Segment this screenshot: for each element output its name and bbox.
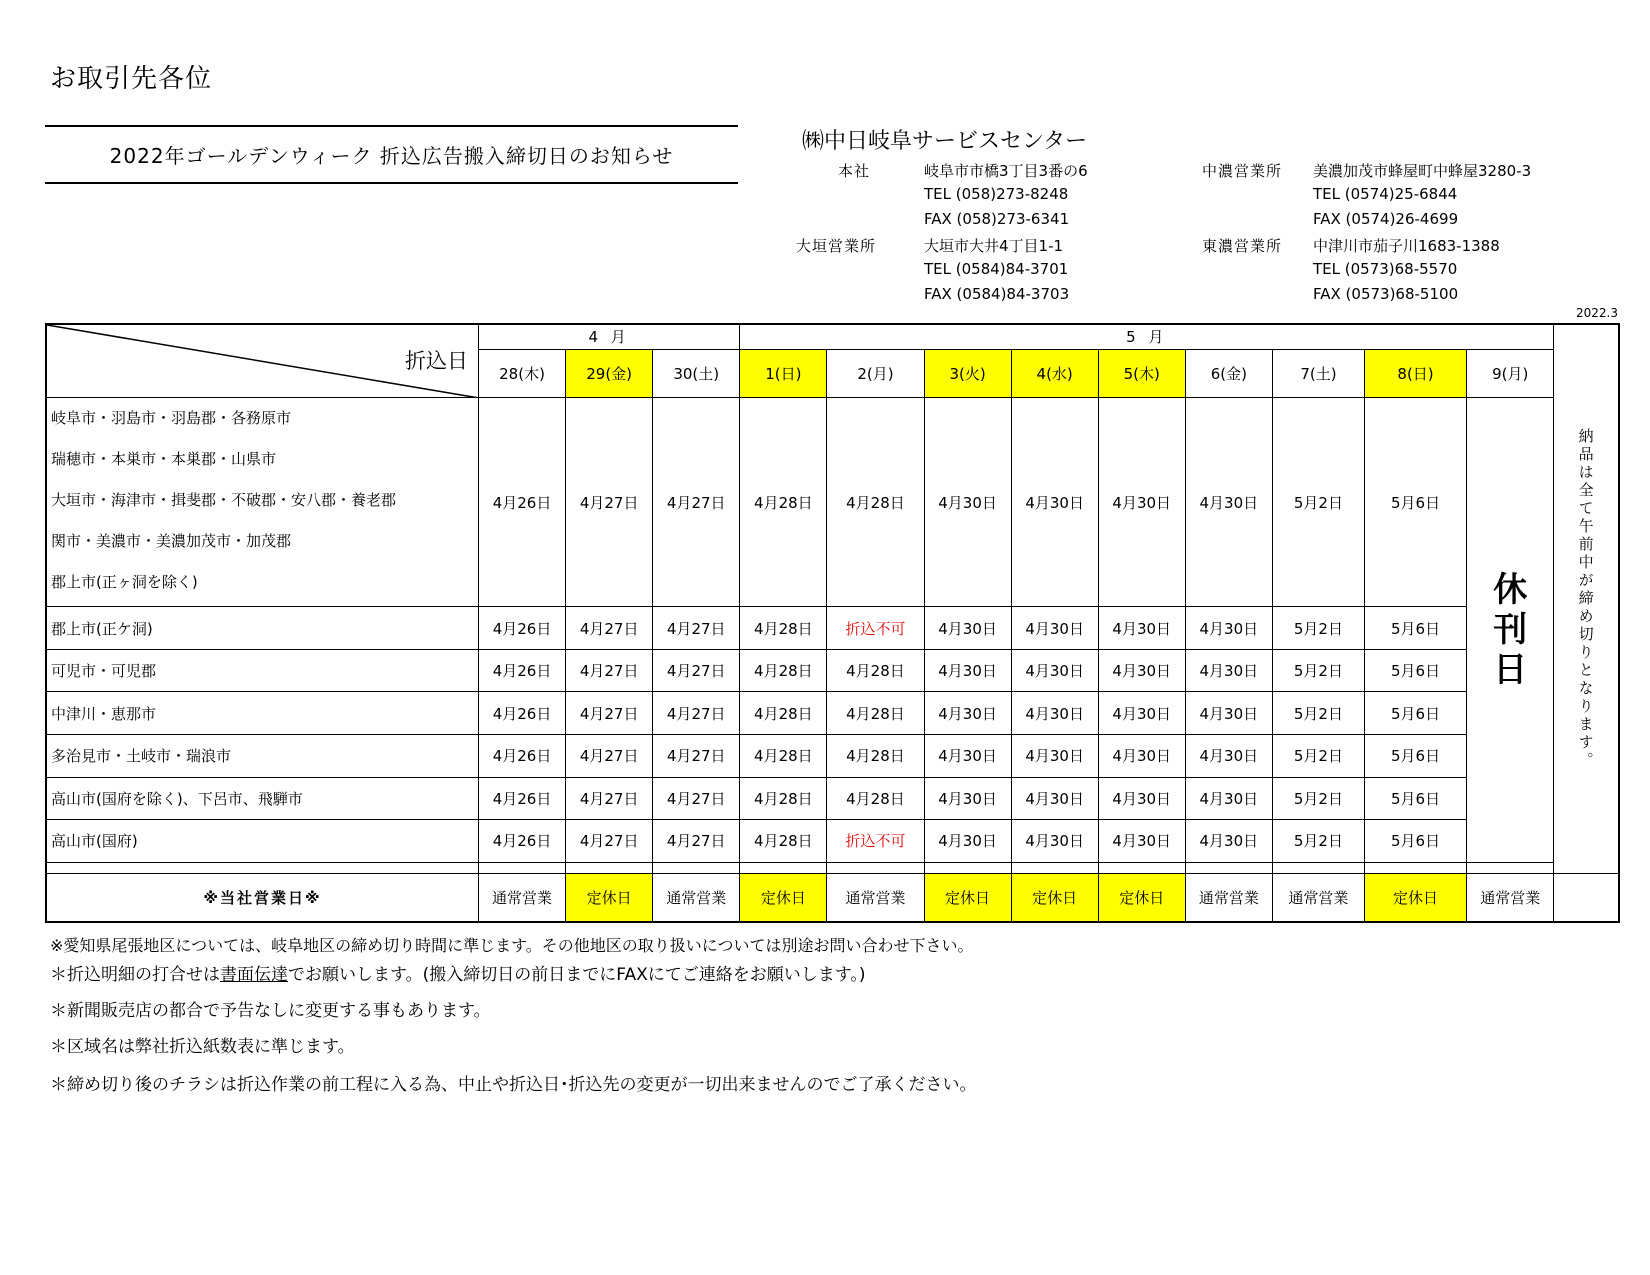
- office-fax: FAX (0584)84-3703: [924, 285, 1070, 303]
- region-label: 可児市・可児郡: [46, 649, 479, 692]
- business-status: 通常営業: [1467, 873, 1554, 922]
- business-status: 通常営業: [1272, 873, 1364, 922]
- deadline-cell: 4月28日: [827, 398, 924, 607]
- day-header-holiday: 4(水): [1011, 349, 1098, 398]
- deadline-cell: 5月2日: [1272, 734, 1364, 777]
- deadline-cell: 4月28日: [740, 734, 827, 777]
- no-issue-char: 刊: [1493, 610, 1528, 651]
- deadline-cell: 4月28日: [827, 734, 924, 777]
- business-status-closed: 定休日: [924, 873, 1011, 922]
- deadline-cell: 5月2日: [1272, 820, 1364, 863]
- office-name: 本社: [838, 162, 871, 180]
- note-text: でお願いします。(搬入締切日の前日までにFAXにてご連絡をお願いします。): [288, 965, 866, 985]
- table-row: [46, 820, 1619, 863]
- business-status-closed: 定休日: [566, 873, 653, 922]
- region-group: [46, 398, 479, 607]
- deadline-cell: 5月6日: [1364, 607, 1466, 650]
- deadline-cell: 4月30日: [1185, 607, 1272, 650]
- business-status: 通常営業: [653, 873, 740, 922]
- note-line: ＊締め切り後のチラシは折込作業の前工程に入る為、中止や折込日･折込先の変更が一切出来ませんのでご了承ください。: [50, 1075, 977, 1095]
- deadline-cell: 4月28日: [827, 777, 924, 820]
- day-header: 6(金): [1185, 349, 1272, 398]
- day-header-holiday: 8(日): [1364, 349, 1466, 398]
- deadline-cell: 4月26日: [479, 820, 566, 863]
- deadline-cell: 5月6日: [1364, 734, 1466, 777]
- deadline-cell: 4月27日: [653, 649, 740, 692]
- corner-header: [46, 324, 479, 398]
- region-label: 多治見市・土岐市・瑞浪市: [46, 734, 479, 777]
- day-header: 7(土): [1272, 349, 1364, 398]
- day-header: 28(木): [479, 349, 566, 398]
- deadline-cell: 4月27日: [566, 777, 653, 820]
- business-status: 通常営業: [827, 873, 924, 922]
- month-may: 5 月: [740, 324, 1554, 349]
- deadline-cell: 4月30日: [1011, 734, 1098, 777]
- day-header-holiday: 1(日): [740, 349, 827, 398]
- deadline-cell: 4月28日: [827, 692, 924, 735]
- table-row: [46, 692, 1619, 735]
- note-line: ＊新聞販売店の都合で予告なしに変更する事もあります。: [50, 1001, 491, 1021]
- table-row: [46, 398, 1619, 607]
- day-header-holiday: 29(金): [566, 349, 653, 398]
- no-issue-char: 日: [1493, 650, 1528, 691]
- deadline-cell: 4月28日: [740, 649, 827, 692]
- deadline-cell: 4月27日: [653, 777, 740, 820]
- note-underlined: 書面伝達: [220, 965, 288, 985]
- month-april: 4 月: [479, 324, 740, 349]
- deadline-cell: 4月30日: [1011, 607, 1098, 650]
- deadline-cell: 4月28日: [740, 777, 827, 820]
- deadline-cell: 4月30日: [1098, 649, 1185, 692]
- deadline-cell: 4月26日: [479, 649, 566, 692]
- business-day-row: [46, 873, 1619, 922]
- deadline-cell: 5月6日: [1364, 649, 1466, 692]
- not-available-cell: 折込不可: [827, 607, 924, 650]
- day-header: 30(土): [653, 349, 740, 398]
- deadline-cell: 4月30日: [1185, 692, 1272, 735]
- deadline-cell: 4月28日: [740, 607, 827, 650]
- deadline-cell: 4月27日: [653, 820, 740, 863]
- deadline-cell: 4月26日: [479, 607, 566, 650]
- deadline-cell: 4月30日: [1011, 777, 1098, 820]
- deadline-cell: 5月6日: [1364, 820, 1466, 863]
- office-address: 大垣市大井4丁目1-1: [924, 237, 1064, 255]
- deadline-cell: 4月27日: [566, 607, 653, 650]
- no-issue-char: 休: [1493, 570, 1528, 611]
- region-label: 大垣市・海津市・揖斐郡・不破郡・安八郡・養老郡: [51, 491, 397, 510]
- deadline-cell: 4月30日: [1011, 398, 1098, 607]
- deadline-cell: 4月30日: [1185, 649, 1272, 692]
- deadline-cell: 5月2日: [1272, 649, 1364, 692]
- side-note: 納品は全て午前中が締め切りとなります。: [1576, 427, 1595, 770]
- deadline-cell: 4月26日: [479, 692, 566, 735]
- deadline-cell: 5月2日: [1272, 692, 1364, 735]
- office-name: 大垣営業所: [796, 237, 877, 255]
- office-tel: TEL (0584)84-3701: [924, 260, 1069, 278]
- addressee: お取引先各位: [50, 64, 213, 94]
- deadline-cell: 4月30日: [1098, 820, 1185, 863]
- region-label: 郡上市(正ヶ洞を除く): [51, 573, 198, 592]
- deadline-cell: 4月27日: [566, 820, 653, 863]
- day-header: 9(月): [1467, 349, 1554, 398]
- day-header: 2(月): [827, 349, 924, 398]
- deadline-cell: 4月30日: [924, 398, 1011, 607]
- day-header-holiday: 5(木): [1098, 349, 1185, 398]
- deadline-cell: 4月27日: [653, 607, 740, 650]
- deadline-cell: 4月30日: [1011, 692, 1098, 735]
- no-issue-cell: [1467, 398, 1554, 862]
- office-name: 中濃営業所: [1202, 162, 1283, 180]
- deadline-cell: 5月2日: [1272, 398, 1364, 607]
- deadline-cell: 4月30日: [1185, 820, 1272, 863]
- deadline-cell: 4月27日: [566, 692, 653, 735]
- company-name: ㈱中日岐阜サービスセンター: [802, 129, 1088, 154]
- office-name: 東濃営業所: [1202, 237, 1283, 255]
- deadline-cell: 4月30日: [1098, 777, 1185, 820]
- deadline-cell: 4月30日: [1185, 398, 1272, 607]
- office-fax: FAX (058)273-6341: [924, 210, 1070, 228]
- deadline-cell: 5月6日: [1364, 398, 1466, 607]
- region-label: 中津川・恵那市: [46, 692, 479, 735]
- region-label: 郡上市(正ケ洞): [46, 607, 479, 650]
- deadline-cell: 4月30日: [1098, 398, 1185, 607]
- business-day-label: ※当社営業日※: [46, 873, 479, 922]
- corner-label: 折込日: [405, 349, 468, 373]
- deadline-cell: 4月30日: [1185, 777, 1272, 820]
- deadline-cell: 4月27日: [653, 692, 740, 735]
- note-line: ＊区域名は弊社折込紙数表に準じます。: [50, 1037, 355, 1057]
- day-header-holiday: 3(火): [924, 349, 1011, 398]
- deadline-cell: 4月30日: [924, 820, 1011, 863]
- business-status-closed: 定休日: [1011, 873, 1098, 922]
- business-status-closed: 定休日: [1364, 873, 1466, 922]
- office-fax: FAX (0573)68-5100: [1313, 285, 1459, 303]
- table-row: [46, 607, 1619, 650]
- business-status: 通常営業: [479, 873, 566, 922]
- deadline-cell: 4月27日: [566, 734, 653, 777]
- deadline-cell: 4月30日: [924, 649, 1011, 692]
- business-status: 通常営業: [1185, 873, 1272, 922]
- office-tel: TEL (0573)68-5570: [1313, 260, 1458, 278]
- deadline-table: [45, 323, 1620, 923]
- note-line: ※愛知県尾張地区については、岐阜地区の締め切り時間に準じます。その他地区の取り扱いについては別途お問い合わせ下さい。: [50, 936, 974, 955]
- office-address: 岐阜市市橋3丁目3番の6: [924, 162, 1088, 180]
- deadline-cell: 4月30日: [1185, 734, 1272, 777]
- deadline-cell: 4月30日: [924, 734, 1011, 777]
- office-tel: TEL (058)273-8248: [924, 185, 1069, 203]
- deadline-cell: 4月27日: [653, 734, 740, 777]
- deadline-cell: 4月28日: [740, 820, 827, 863]
- deadline-cell: 4月30日: [1098, 734, 1185, 777]
- deadline-cell: 5月6日: [1364, 777, 1466, 820]
- revision-date: 2022.3: [1576, 306, 1618, 320]
- deadline-cell: 4月27日: [566, 398, 653, 607]
- deadline-cell: 4月28日: [827, 649, 924, 692]
- office-tel: TEL (0574)25-6844: [1313, 185, 1458, 203]
- spacer-row: [46, 862, 1619, 873]
- deadline-cell: 4月27日: [566, 649, 653, 692]
- deadline-cell: 4月30日: [1011, 820, 1098, 863]
- deadline-cell: 5月6日: [1364, 692, 1466, 735]
- table-row: [46, 777, 1619, 820]
- deadline-cell: 4月30日: [1098, 692, 1185, 735]
- region-label: 関市・美濃市・美濃加茂市・加茂郡: [51, 532, 292, 551]
- side-note-cell: [1554, 324, 1619, 873]
- region-label: 岐阜市・羽島市・羽島郡・各務原市: [51, 409, 292, 428]
- note-text: ＊折込明細の打合せは: [50, 965, 220, 985]
- office-fax: FAX (0574)26-4699: [1313, 210, 1459, 228]
- deadline-cell: 4月28日: [740, 692, 827, 735]
- notice-title: 2022年ゴールデンウィーク 折込広告搬入締切日のお知らせ: [45, 125, 738, 184]
- deadline-cell: 4月30日: [924, 777, 1011, 820]
- region-label: 瑞穂市・本巣市・本巣郡・山県市: [51, 450, 277, 469]
- note-line: [50, 960, 866, 985]
- region-label: 高山市(国府): [46, 820, 479, 863]
- deadline-cell: 5月2日: [1272, 777, 1364, 820]
- office-address: 美濃加茂市蜂屋町中蜂屋3280-3: [1313, 162, 1532, 180]
- region-label: 高山市(国府を除く)、下呂市、飛騨市: [46, 777, 479, 820]
- business-status-closed: 定休日: [1098, 873, 1185, 922]
- not-available-cell: 折込不可: [827, 820, 924, 863]
- business-status-closed: 定休日: [740, 873, 827, 922]
- table-row: [46, 734, 1619, 777]
- deadline-cell: 4月27日: [653, 398, 740, 607]
- deadline-cell: 4月28日: [740, 398, 827, 607]
- deadline-cell: 5月2日: [1272, 607, 1364, 650]
- deadline-cell: 4月30日: [1011, 649, 1098, 692]
- deadline-cell: 4月26日: [479, 398, 566, 607]
- deadline-cell: 4月30日: [924, 692, 1011, 735]
- deadline-cell: 4月30日: [1098, 607, 1185, 650]
- deadline-cell: 4月26日: [479, 777, 566, 820]
- deadline-cell: 4月30日: [924, 607, 1011, 650]
- office-address: 中津川市茄子川1683-1388: [1313, 237, 1500, 255]
- deadline-cell: 4月26日: [479, 734, 566, 777]
- table-row: [46, 649, 1619, 692]
